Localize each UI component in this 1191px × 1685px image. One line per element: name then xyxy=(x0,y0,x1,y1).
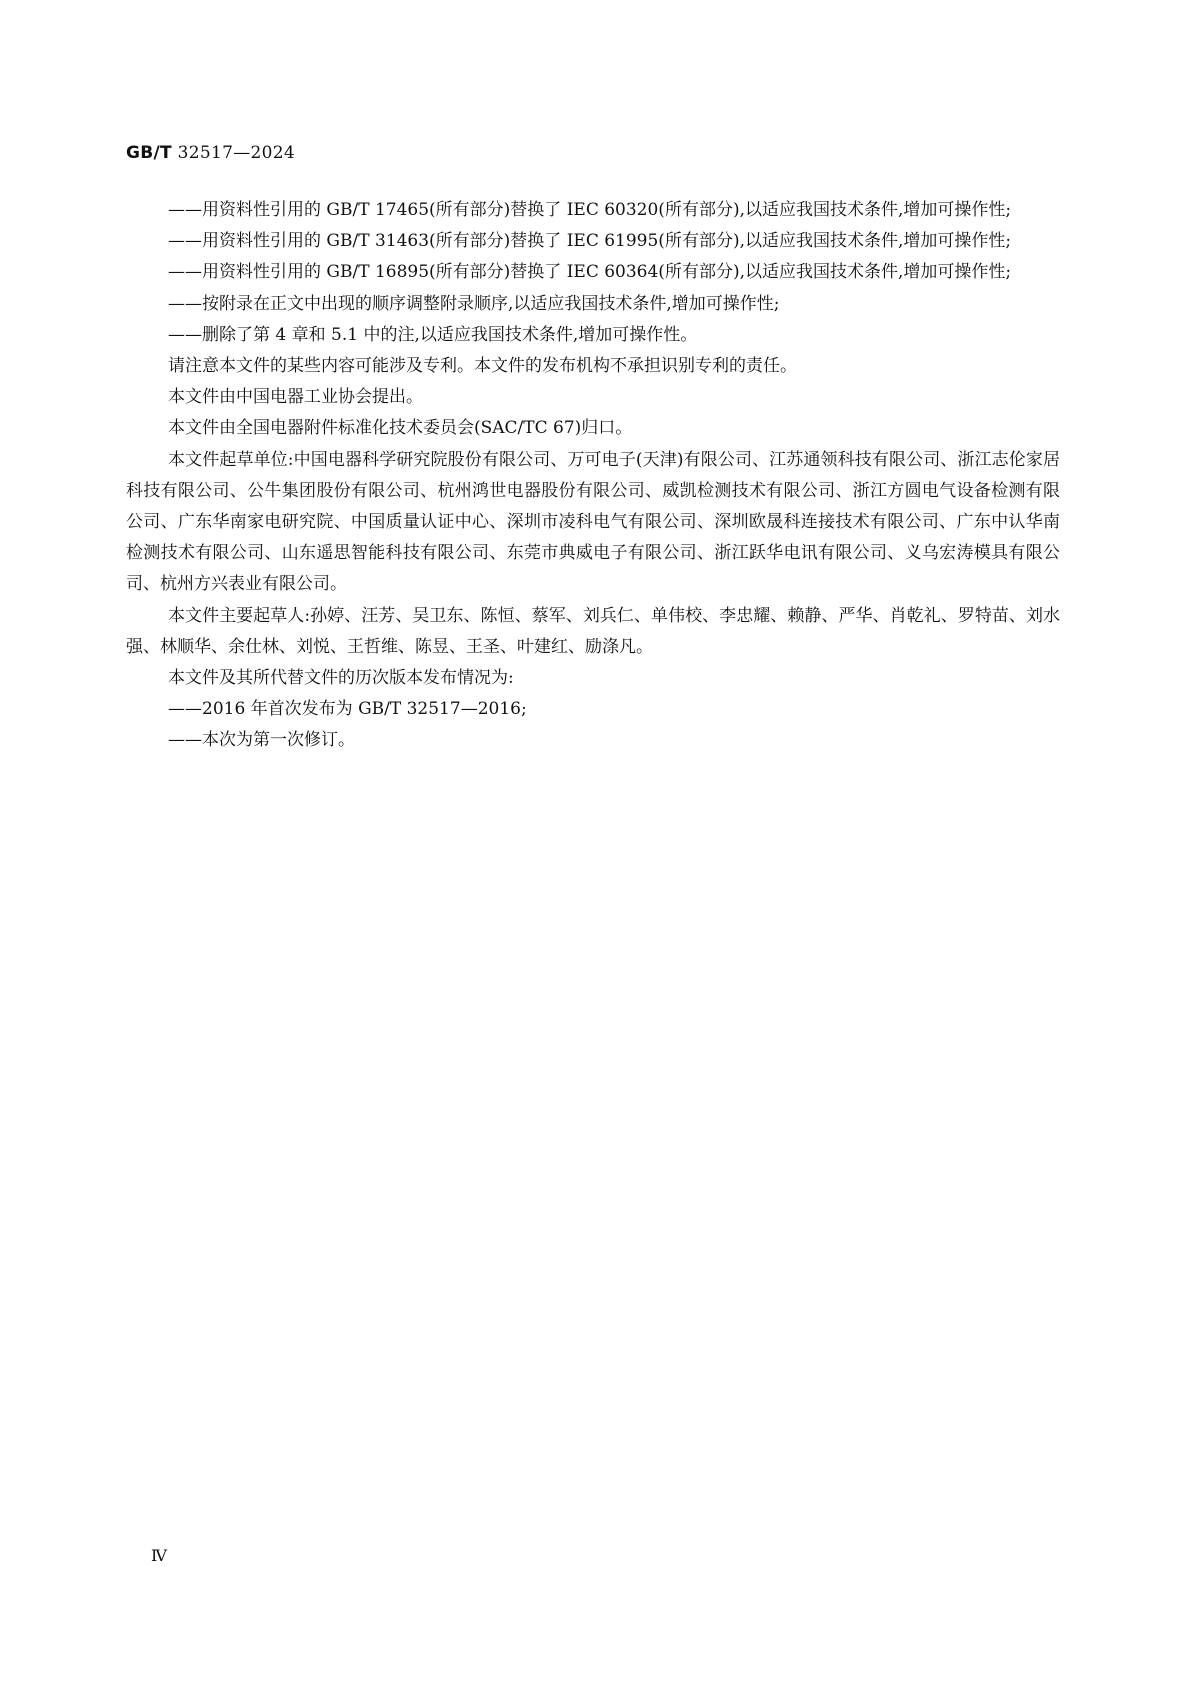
change-item-5: ——删除了第 4 章和 5.1 中的注,以适应我国技术条件,增加可操作性。 xyxy=(168,324,698,345)
patent-notice: 请注意本文件的某些内容可能涉及专利。本文件的发布机构不承担识别专利的责任。 xyxy=(168,356,797,377)
history-intro: 本文件及其所代替文件的历次版本发布情况为: xyxy=(168,668,514,689)
proposer-statement: 本文件由中国电器工业协会提出。 xyxy=(168,387,423,408)
standard-code: GB/T xyxy=(126,143,172,163)
committee-statement: 本文件由全国电器附件标准化技术委员会(SAC/TC 67)归口。 xyxy=(168,418,633,439)
change-item-1: ——用资料性引用的 GB/T 17465(所有部分)替换了 IEC 60320(所有部分),以适应我国技术条件,增加可操作性; xyxy=(168,200,1012,220)
main-drafters: 本文件主要起草人:孙婷、汪芳、吴卫东、陈恒、蔡军、刘兵仁、单伟校、李忠耀、赖静、严华、肖乾礼、罗特苗、刘水强、林顺华、余仕林、刘悦、王哲维、陈昱、王圣、叶建红、励涤凡。 xyxy=(126,605,1060,657)
history-item-1: ——2016 年首次发布为 GB/T 32517—2016; xyxy=(168,699,527,720)
change-item-2: ——用资料性引用的 GB/T 31463(所有部分)替换了 IEC 61995(所有部分),以适应我国技术条件,增加可操作性; xyxy=(168,231,1012,252)
standard-number: 32517—2024 xyxy=(177,143,295,163)
drafting-units: 本文件起草单位:中国电器科学研究院股份有限公司、万可电子(天津)有限公司、江苏通领科技有限公司、浙江志伦家居科技有限公司、公牛集团股份有限公司、杭州鸿世电器股份有限公司、威凯检测技术有限公司、浙江方圆电气设备检测有限公司、广东华南家电研究院、中国质量认证中心、深圳市凌科电气有限公司、深圳欧晟科连接技术有限公司、广东中认华南检测技术有限公司、山东遥思智能科技有限公司、东莞市典威电子有限公司、浙江跃华电讯有限公司、义乌宏涛模具有限公司、杭州方兴表业有限公司。 xyxy=(126,449,1060,595)
change-item-3: ——用资料性引用的 GB/T 16895(所有部分)替换了 IEC 60364(所有部分),以适应我国技术条件,增加可操作性; xyxy=(168,262,1012,283)
page-number: Ⅳ xyxy=(151,1546,167,1565)
document-header xyxy=(126,143,295,163)
history-item-2: ——本次为第一次修订。 xyxy=(168,730,355,751)
document-body xyxy=(126,195,1060,757)
change-item-4: ——按附录在正文中出现的顺序调整附录顺序,以适应我国技术条件,增加可操作性; xyxy=(168,293,780,314)
